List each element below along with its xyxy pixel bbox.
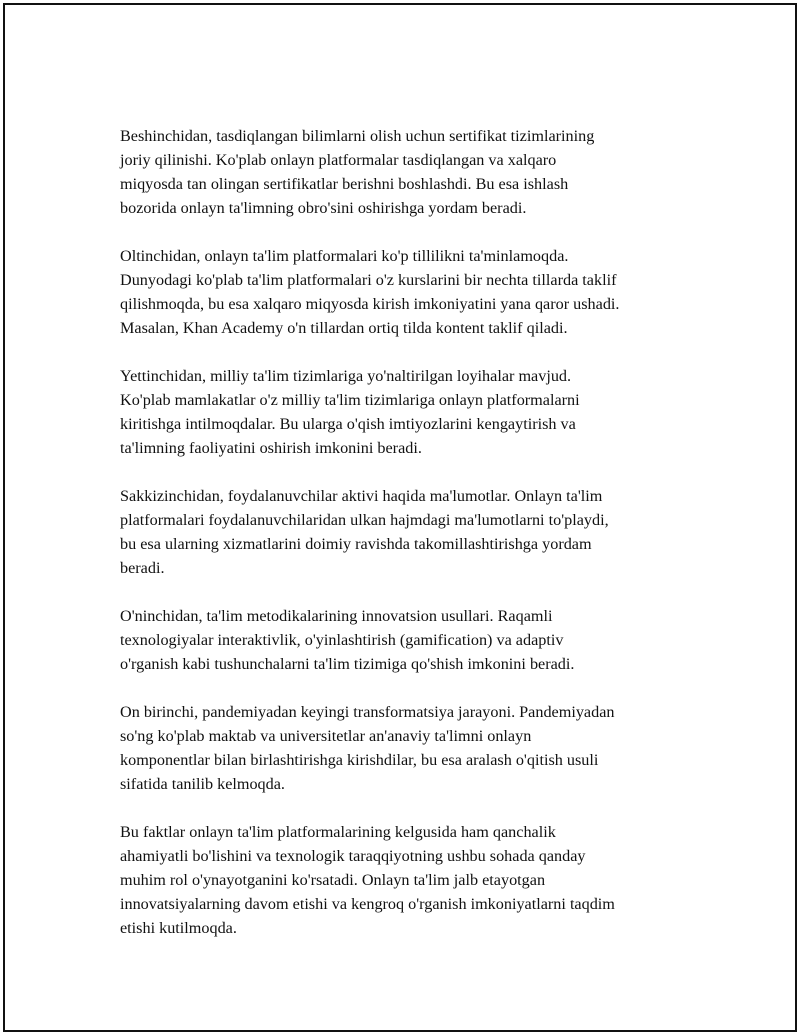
paragraph-seventh xyxy=(120,364,700,460)
text-line: miqyosda tan olingan sertifikatlar berishni boshlashdi. Bu esa ishlash xyxy=(120,175,569,193)
text-line: ahamiyatli bo'lishini va texnologik taraqqiyotning ushbu sohada qanday xyxy=(120,847,586,865)
paragraph-eighth xyxy=(120,484,700,580)
text-line: qilishmoqda, bu esa xalqaro miqyosda kirish imkoniyatini yana qaror ushadi. xyxy=(120,295,620,313)
text-line: o'rganish kabi tushunchalarni ta'lim tizimiga qo'shish imkonini beradi. xyxy=(120,655,575,673)
text-line: joriy qilinishi. Ko'plab onlayn platformalar tasdiqlangan va xalqaro xyxy=(120,151,557,169)
text-line: Yettinchidan, milliy ta'lim tizimlariga yo'naltirilgan loyihalar mavjud. xyxy=(120,367,572,385)
text-line: bozorida onlayn ta'limning obro'sini oshirishga yordam beradi. xyxy=(120,199,527,217)
text-line: platformalari foydalanuvchilaridan ulkan hajmdagi ma'lumotlarni to'playdi, xyxy=(120,511,609,529)
document-page xyxy=(3,3,797,1032)
text-line: Bu faktlar onlayn ta'lim platformalarining kelgusida ham qanchalik xyxy=(120,823,556,841)
text-line: Dunyodagi ko'plab ta'lim platformalari o'z kurslarini bir nechta tillarda taklif xyxy=(120,271,617,289)
text-line: so'ng ko'plab maktab va universitetlar an'anaviy ta'limni onlayn xyxy=(120,727,532,745)
text-line: Beshinchidan, tasdiqlangan bilimlarni olish uchun sertifikat tizimlarining xyxy=(120,127,595,145)
paragraph-sixth xyxy=(120,244,700,340)
document-body xyxy=(120,124,700,964)
text-line: etishi kutilmoqda. xyxy=(120,919,237,937)
text-line: Masalan, Khan Academy o'n tillardan ortiq tilda kontent taklif qiladi. xyxy=(120,319,568,337)
text-line: On birinchi, pandemiyadan keyingi transformatsiya jarayoni. Pandemiyadan xyxy=(120,703,615,721)
text-line: muhim rol o'ynayotganini ko'rsatadi. Onlayn ta'lim jalb etayotgan xyxy=(120,871,546,889)
paragraph-fifth xyxy=(120,124,700,220)
text-line: kiritishga intilmoqdalar. Bu ularga o'qish imtiyozlarini kengaytirish va xyxy=(120,415,576,433)
paragraph-conclusion xyxy=(120,820,700,940)
text-line: ta'limning faoliyatini oshirish imkonini beradi. xyxy=(120,439,422,457)
text-line: sifatida tanilib kelmoqda. xyxy=(120,775,285,793)
text-line: texnologiyalar interaktivlik, o'yinlashtirish (gamification) va adaptiv xyxy=(120,631,564,649)
text-line: Oltinchidan, onlayn ta'lim platformalari ko'p tillilikni ta'minlamoqda. xyxy=(120,247,569,265)
text-line: Ko'plab mamlakatlar o'z milliy ta'lim tizimlariga onlayn platformalarni xyxy=(120,391,580,409)
text-line: komponentlar bilan birlashtirishga kirishdilar, bu esa aralash o'qitish usuli xyxy=(120,751,599,769)
text-line: Sakkizinchidan, foydalanuvchilar aktivi haqida ma'lumotlar. Onlayn ta'lim xyxy=(120,487,603,505)
paragraph-eleventh xyxy=(120,700,700,796)
paragraph-tenth xyxy=(120,604,700,676)
text-line: beradi. xyxy=(120,559,165,577)
text-line: bu esa ularning xizmatlarini doimiy ravishda takomillashtirishga yordam xyxy=(120,535,592,553)
text-line: innovatsiyalarning davom etishi va kengroq o'rganish imkoniyatlarni taqdim xyxy=(120,895,615,913)
text-line: O'ninchidan, ta'lim metodikalarining innovatsion usullari. Raqamli xyxy=(120,607,553,625)
